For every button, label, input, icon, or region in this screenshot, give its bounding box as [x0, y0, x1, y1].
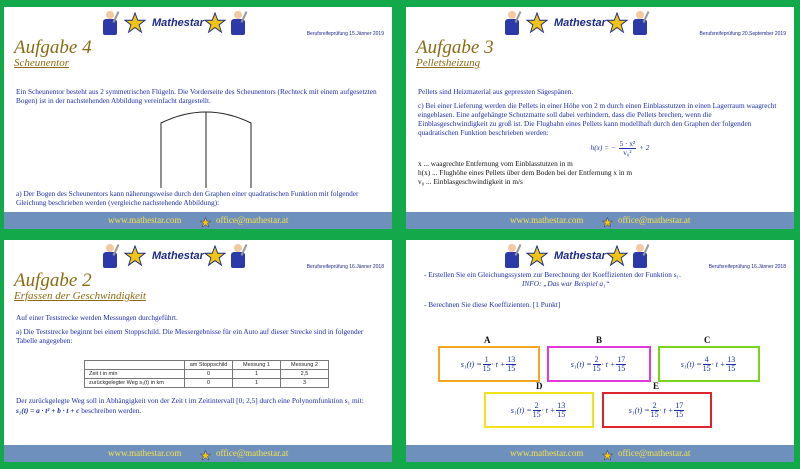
star-icon	[606, 245, 628, 267]
polynomial-formula: s₁(t) = a · t² + b · t + c	[16, 406, 80, 415]
wizard-figure-icon	[502, 244, 522, 270]
slide-aufgabe-4	[4, 7, 392, 229]
slide-body	[424, 270, 782, 312]
slide-subtitle: Pelletsheizung	[416, 57, 481, 69]
definition-v: v₀ ... Einblasgeschwindigkeit in m/s	[418, 177, 523, 186]
mathestar-logo	[502, 10, 652, 38]
option-d-box[interactable]: s₁(t) = $\frac{2}{15}$ · t + $\frac{13}{15}$	[484, 392, 594, 428]
slide-subtitle: Scheunentor	[14, 57, 69, 69]
option-b-box[interactable]: s₁(t) = $\frac{2}{15}$ · t + $\frac{17}{15}$	[547, 346, 651, 382]
star-icon	[204, 12, 226, 34]
star-icon	[200, 448, 211, 459]
option-c-box[interactable]: s₁(t) = $\frac{4}{15}$ · t + $\frac{13}{15}$	[658, 346, 760, 382]
table-header-row: am Stoppschild Messung 1 Messung 2	[85, 361, 329, 370]
option-e-box[interactable]: s₁(t) = $\frac{2}{15}$ · t + $\frac{17}{15}$	[602, 392, 712, 428]
bullet-coefficients: - Berechnen Sie diese Koeffizienten. [1 Punkt]	[424, 300, 561, 309]
slide-footer	[4, 445, 392, 462]
wizard-figure-icon	[228, 244, 248, 270]
task-a-text: a) Die Teststrecke beginnt bei einem Stoppschild. Die Messergebnisse für ein Auto auf dieser Strecke sind in folgender Tabelle angegeben:	[16, 327, 364, 345]
slide-title: Aufgabe 2	[14, 270, 92, 291]
bullet-equation-system: - Erstellen Sie ein Gleichungssystem zur Berechnung der Koeffizienten der Funktion s₁.	[424, 270, 681, 279]
table-row: Zeit t in min 0 1 2,5	[85, 370, 329, 379]
slide-subtitle: Erfassen der Geschwindigkeit	[14, 290, 146, 302]
barn-door-diagram	[159, 109, 253, 189]
option-label-e: E	[653, 381, 660, 391]
email-link[interactable]: office@mathestar.at	[216, 448, 289, 458]
option-label-b: B	[596, 335, 603, 345]
exam-date: Berufsreifeprüfung 20.September 2019	[699, 31, 786, 37]
slide-body	[418, 87, 782, 186]
star-icon	[526, 12, 548, 34]
logo-wordmark: Mathestar	[152, 250, 204, 262]
polynomial-text: Der zurückgelegte Weg soll in Abhängigkeit von der Zeit t im Zeitintervall [0; 2,5] durch eine Polynomfunktion s₁ mit: s₁(t) = a · t² + b · t + c beschreiben werden.	[16, 396, 364, 415]
slide-title: Aufgabe 3	[416, 37, 494, 58]
star-icon	[200, 215, 211, 226]
info-note: INFO: „Das war Beispiel a₁“	[522, 279, 610, 288]
intro-text: Pellets sind Heizmaterial aus gepressten Sägespänen.	[418, 87, 574, 96]
measurement-table	[84, 360, 329, 388]
logo-wordmark: Mathestar	[554, 17, 606, 29]
option-label-c: C	[704, 335, 711, 345]
slide-body	[16, 313, 380, 348]
slide-answer-options	[406, 240, 794, 462]
intro-text: Auf einer Teststrecke werden Messungen durchgeführt.	[16, 313, 178, 322]
slide-aufgabe-3	[406, 7, 794, 229]
star-icon	[526, 245, 548, 267]
star-icon	[124, 12, 146, 34]
wizard-figure-icon	[100, 11, 120, 37]
logo-wordmark: Mathestar	[152, 17, 204, 29]
email-link[interactable]: office@mathestar.at	[618, 448, 691, 458]
wizard-figure-icon	[228, 11, 248, 37]
star-icon	[124, 245, 146, 267]
mathestar-logo	[100, 243, 250, 271]
email-link[interactable]: office@mathestar.at	[216, 215, 289, 225]
table-row: zurückgelegter Weg s₁(t) in km 0 1 3	[85, 379, 329, 388]
exam-date: Berufsreifeprüfung 16.Jänner 2018	[708, 264, 786, 270]
star-icon	[606, 12, 628, 34]
website-link[interactable]: www.mathestar.com	[108, 448, 182, 458]
definition-h: h(x) ... Flughöhe eines Pellets über dem Boden bei der Entfernung x in m	[418, 168, 632, 177]
website-link[interactable]: www.mathestar.com	[510, 215, 584, 225]
mathestar-logo	[502, 243, 652, 271]
slide-body	[16, 87, 380, 108]
task-a-text: a) Der Bogen des Scheunentors kann näherungsweise durch den Graphen einer quadratischen Funktion mit folgender Gleichung beschrieben werden (vergleiche nachstehende Abbildung):	[16, 189, 359, 207]
height-formula: h(x) = − $\frac{\text{5 · x²}}{\text{v₀²}}$ + 2	[590, 139, 650, 157]
star-icon	[602, 215, 613, 226]
slide-footer	[4, 212, 392, 229]
slide-aufgabe-2	[4, 240, 392, 462]
website-link[interactable]: www.mathestar.com	[108, 215, 182, 225]
mathestar-logo	[100, 10, 250, 38]
slide-footer	[406, 445, 794, 462]
email-link[interactable]: office@mathestar.at	[618, 215, 691, 225]
option-a-box[interactable]: s₁(t) = $\frac{1}{15}$ · t + $\frac{13}{15}$	[438, 346, 540, 382]
task-c-text: c) Bei einer Lieferung werden die Pellets in einer Höhe von 2 m durch einen Einblasstutzen in einen Lagerraum waagrecht eingeblasen. Eine aufgehängte Schutzmatte soll dabei verhindern, dass die Pellets brechen, wenn die Einblasgeschwindigkeit zu groß ist. Die Flugbahn eines Pellets kann modellhaft durch den Graphen der folgenden quadratischen Funktion beschrieben werden:	[418, 101, 777, 137]
logo-wordmark: Mathestar	[554, 250, 606, 262]
exam-date: Berufsreifeprüfung 16.Jänner 2018	[306, 264, 384, 270]
wizard-figure-icon	[100, 244, 120, 270]
wizard-figure-icon	[630, 244, 650, 270]
option-label-d: D	[536, 381, 543, 391]
slide-footer	[406, 212, 794, 229]
slide-title: Aufgabe 4	[14, 37, 92, 58]
intro-text: Ein Scheunentor besteht aus 2 symmetrischen Flügeln. Die Vorderseite des Scheunentors (Rechteck mit einem aufgesetzten Bogen) ist in der nachstehenden Abbildung vereinfacht dargestellt.	[16, 87, 377, 105]
star-icon	[602, 448, 613, 459]
option-label-a: A	[484, 335, 491, 345]
exam-date: Berufsreifeprüfung 15.Jänner 2019	[306, 31, 384, 37]
definition-x: x ... waagrechte Entfernung vom Einblasstutzen in m	[418, 159, 573, 168]
star-icon	[204, 245, 226, 267]
website-link[interactable]: www.mathestar.com	[510, 448, 584, 458]
wizard-figure-icon	[630, 11, 650, 37]
wizard-figure-icon	[502, 11, 522, 37]
